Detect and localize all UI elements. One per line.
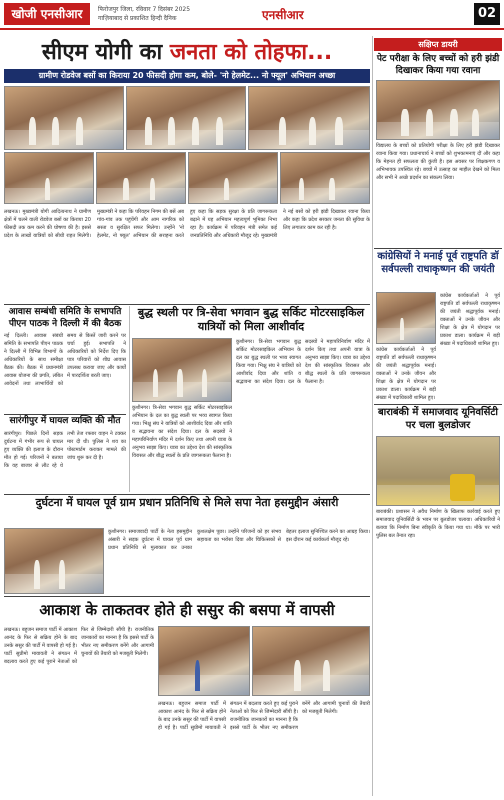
section-brand: एनसीआर	[262, 8, 304, 22]
lead-photo-5	[96, 152, 186, 204]
story4-headline: बुद्ध स्थली पर त्रि-सेवा भगवान बुद्ध सर्किट मोटरसाइकिल यात्रियों को मिला आशीर्वाद	[137, 306, 365, 333]
sidebar-story1-headline: पेट परीक्षा के लिए बच्चों को हरी झंडी दिखाकर किया गया रवाना	[376, 54, 500, 76]
lead-headline	[4, 38, 370, 68]
sidebar-story1-body: विद्यालय के बच्चों को प्रतियोगी परीक्षा के लिए हरी झंडी दिखाकर रवाना किया गया। प्रधानाचार्य ने बच्चों को शुभकामनाएं दीं और कहा कि मेहनत ही सफलता की कुंजी है। इस अवसर पर शिक्षकगण व अभिभावक उपस्थित रहे। बच्चों में उत्साह का माहौल देखने को मिला और सभी ने अच्छे प्रदर्शन का संकल्प लिया।	[376, 143, 500, 181]
sidebar-story2-body: कांग्रेस कार्यकर्ताओं ने पूर्व राष्ट्रपति डॉ सर्वपल्ली राधाकृष्णन की जयंती श्रद्धापूर्वक मनाई। वक्ताओं ने उनके जीवन और शिक्षा के क्षेत्र में योगदान पर प्रकाश डाला। कार्यक्रम में बड़ी संख्या में पदाधिकारी शामिल हुए।	[440, 293, 500, 347]
story2-headline-line2: पीएन पाठक ने दिल्ली में की बैठक	[8, 319, 122, 329]
story6-photo-2	[252, 626, 370, 696]
sidebar-story3-body: बाराबंकी। प्रशासन ने अवैध निर्माण के खिलाफ कार्रवाई करते हुए समाजवाद यूनिवर्सिटी के भवन पर बुलडोजर चलाया। अधिकारियों ने बताया कि निर्माण बिना स्वीकृति के किया गया था। मौके पर भारी पुलिस बल तैनात रहा।	[376, 509, 500, 539]
sidebar-story3-photo	[376, 436, 500, 506]
story3-body: सारंगीपुर। पिछले दिनों सड़क दुर्घटना में गंभीर रूप से घायल हुए व्यक्ति की इलाज के दौरान मौत हो गई। परिजनों ने बताया कि वह बाजार से लौट रहे थे तभी तेज रफ्तार वाहन ने टक्कर मार दी थी। पुलिस ने शव का पोस्टमार्टम कराकर मामले की जांच शुरू कर दी है।	[4, 431, 126, 469]
lead-headline-part2: जनता को तोहफा...	[169, 40, 333, 65]
story5-body: कुशीनगर। समाजवादी पार्टी के नेता हसमुद्दीन अंसारी ने सड़क दुर्घटना में घायल पूर्व ग्राम प्रधान प्रतिनिधि से मुलाकात कर उनका कुशलक्षेम पूछा। उन्होंने परिजनों को हर संभव सहायता का भरोसा दिया और चिकित्सकों से बेहतर इलाज सुनिश्चित करने का आग्रह किया। इस दौरान कई कार्यकर्ता मौजूद रहे।	[108, 529, 370, 551]
dateline	[98, 5, 258, 23]
story4-body-cont: कुशीनगर। त्रि-सेवा भगवान बुद्ध सर्किट मोटरसाइकिल अभियान के दल का बुद्ध स्थली पर भव्य स्वागत किया गया। भिक्षु संघ ने यात्रियों को आशीर्वाद दिया और शांति व सद्भावना का संदेश दिया। दल के सदस्यों ने महापरिनिर्वाण मंदिर में दर्शन किए तथा अपनी यात्रा के अनुभव साझा किए। यात्रा का उद्देश्य देश की सांस्कृतिक विरासत और बौद्ध स्थलों के प्रति जागरूकता फैलाना है।	[132, 405, 232, 459]
story6-photo-1	[158, 626, 250, 696]
story4-photo	[132, 338, 232, 402]
lead-photo-6	[188, 152, 278, 204]
sidebar-story3-headline: बाराबंकी में समाजवाद यूनिवर्सिटी पर चला बुलडोजर	[377, 407, 499, 431]
lead-photo-3	[248, 86, 370, 150]
masthead	[0, 0, 504, 30]
lead-body: लखनऊ। मुख्यमंत्री योगी आदित्यनाथ ने ग्रामीण क्षेत्रों में चलने वाली रोडवेज बसों का किराया 20 फीसदी तक कम करने की घोषणा की है। इससे प्रदेश के लाखों यात्रियों को सीधी राहत मिलेगी। मुख्यमंत्री ने कहा कि परिवहन निगम की बसें अब गांव-गांव तक पहुंचेंगी और आम नागरिक को सस्ता व सुरक्षित सफर मिलेगा। उन्होंने 'नो हेलमेट, नो फ्यूल' अभियान की सराहना करते हुए कहा कि सड़क सुरक्षा के प्रति जागरूकता बढ़ाने में यह अभियान महत्वपूर्ण भूमिका निभा रहा है। कार्यक्रम में परिवहन मंत्री समेत कई जनप्रतिनिधि और अधिकारी मौजूद रहे। मुख्यमंत्री ने नई बसों को हरी झंडी दिखाकर रवाना किया और कहा कि प्रदेश सरकार जनता की सुविधा के लिए लगातार काम कर रही है।	[4, 209, 370, 239]
lead-photo-1	[4, 86, 124, 150]
sidebar-story2-headline: कांग्रेसियों ने मनाई पूर्व राष्ट्रपति डॉ सर्वपल्ली राधाकृष्णन की जयंती	[377, 251, 499, 275]
story6-body-cont: लखनऊ। बहुजन समाज पार्टी में आकाश आनंद के फिर से सक्रिय होने के बाद उनके ससुर की पार्टी में वापसी हो गई है। पार्टी सुप्रीमो मायावती ने संगठन में बदलाव करते हुए कई पुराने नेताओं को फिर से जिम्मेदारी सौंपी है। राजनीतिक जानकारों का मानना है कि इससे पार्टी के भीतर नए समीकरण बनेंगे और आगामी चुनावों की तैयारी को मजबूती मिलेगी।	[158, 701, 370, 731]
story3-headline: सारंगीपुर में घायल व्यक्ति की मौत	[9, 416, 121, 426]
story2-headline	[4, 306, 126, 330]
story2-headline-line1: आवास सम्बंधी समिति के सभापति	[8, 307, 122, 317]
sidebar-tag: सक्षिप्त डायरी	[374, 38, 502, 51]
newspaper-logo: खोजी एनसीआर	[4, 3, 90, 25]
lead-subhead: ग्रामीण रोडवेज बसों का किराया 20 फीसदी होगा कम, बोले- 'नो हेलमेट... नो फ्यूल' अभियान अच्छा	[4, 69, 370, 83]
sidebar-story2-body-cont: कांग्रेस कार्यकर्ताओं ने पूर्व राष्ट्रपति डॉ सर्वपल्ली राधाकृष्णन की जयंती श्रद्धापूर्वक मनाई। वक्ताओं ने उनके जीवन और शिक्षा के क्षेत्र में योगदान पर प्रकाश डाला। कार्यक्रम में बड़ी संख्या में पदाधिकारी शामिल हुए।	[376, 347, 436, 401]
story5-headline: दुर्घटना में घायल पूर्व ग्राम प्रधान प्रतिनिधि से मिले सपा नेता हसमुद्दीन अंसारी	[35, 496, 339, 509]
story4-body: कुशीनगर। त्रि-सेवा भगवान बुद्ध सर्किट मोटरसाइकिल अभियान के दल का बुद्ध स्थली पर भव्य स्वागत किया गया। भिक्षु संघ ने यात्रियों को आशीर्वाद दिया और शांति व सद्भावना का संदेश दिया। दल के सदस्यों ने महापरिनिर्वाण मंदिर में दर्शन किए तथा अपनी यात्रा के अनुभव साझा किए। यात्रा का उद्देश्य देश की सांस्कृतिक विरासत और बौद्ध स्थलों के प्रति जागरूकता फैलाना है।	[236, 339, 370, 385]
lead-photo-4	[4, 152, 94, 204]
sidebar-story2-photo	[376, 292, 436, 344]
story6-headline: आकाश के ताकतवर होते ही ससुर की बसपा में वापसी	[39, 601, 335, 619]
sidebar-story1-photo	[376, 80, 500, 140]
lead-headline-part1: सीएम योगी का	[41, 40, 163, 65]
story5-photo	[4, 528, 104, 594]
lead-photo-2	[126, 86, 246, 150]
dateline-line-2: गाज़ियाबाद से प्रकाशित हिन्दी दैनिक	[98, 15, 177, 22]
page-number: 02	[474, 3, 500, 25]
lead-photo-7	[280, 152, 370, 204]
dateline-line-1: फिरोजपुर जिला, रविवार 7 दिसंबर 2025	[98, 6, 191, 13]
story2-body: नई दिल्ली। आवास संबंधी समिति के सभापति पीएन पाठक ने दिल्ली में विभिन्न विभागों के अधिकारियों के साथ समीक्षा बैठक की। बैठक में प्रधानमंत्री आवास योजना की प्रगति, लंबित आवेदनों तथा लाभार्थियों को समय से किस्तें जारी करने पर चर्चा हुई। सभापति ने अधिकारियों को निर्देश दिए कि पात्र परिवारों को शीघ्र आवास उपलब्ध कराया जाए और कार्यों में पारदर्शिता बरती जाए।	[4, 333, 126, 387]
story6-body: लखनऊ। बहुजन समाज पार्टी में आकाश आनंद के फिर से सक्रिय होने के बाद उनके ससुर की पार्टी में वापसी हो गई है। पार्टी सुप्रीमो मायावती ने संगठन में बदलाव करते हुए कई पुराने नेताओं को फिर से जिम्मेदारी सौंपी है। राजनीतिक जानकारों का मानना है कि इससे पार्टी के भीतर नए समीकरण बनेंगे और आगामी चुनावों की तैयारी को मजबूती मिलेगी।	[4, 627, 154, 665]
